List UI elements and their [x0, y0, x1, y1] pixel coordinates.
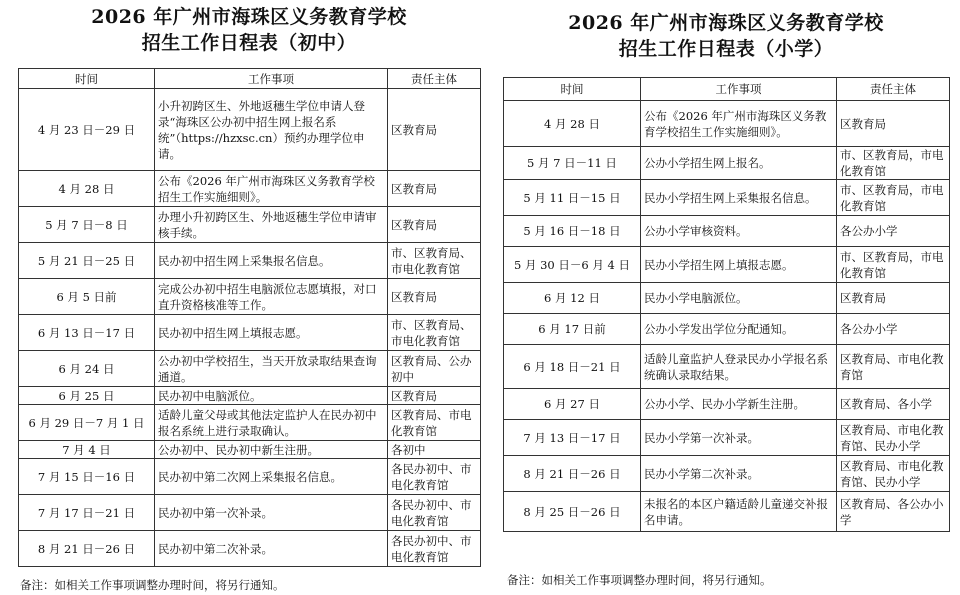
table-row: [504, 147, 950, 180]
table-row: [19, 315, 481, 351]
cell-time: 8 月 21 日－26 日: [19, 531, 155, 567]
cell-task: 公办小学审核资料。: [641, 216, 837, 247]
right-title: [503, 10, 949, 62]
table-header-row: [504, 78, 950, 101]
table-row: [19, 495, 481, 531]
cell-time: 7 月 17 日－21 日: [19, 495, 155, 531]
table-row: [504, 180, 950, 216]
cell-time: 6 月 18 日－21 日: [504, 345, 641, 389]
cell-responsible: 各民办初中、市电化教育馆: [388, 495, 481, 531]
cell-task: 民办初中第二次网上采集报名信息。: [155, 459, 388, 495]
header-responsible: 责任主体: [837, 78, 950, 101]
cell-time: 5 月 7 日－11 日: [504, 147, 641, 180]
cell-task: 公办小学发出学位分配通知。: [641, 314, 837, 345]
cell-time: 5 月 11 日－15 日: [504, 180, 641, 216]
cell-time: 5 月 21 日－25 日: [19, 243, 155, 279]
table-row: [504, 345, 950, 389]
cell-responsible: 各民办初中、市电化教育馆: [388, 531, 481, 567]
table-row: [19, 171, 481, 207]
table-row: [19, 387, 481, 405]
cell-time: 6 月 25 日: [19, 387, 155, 405]
table-row: [19, 207, 481, 243]
cell-task: 未报名的本区户籍适龄儿童递交补报名申请。: [641, 492, 837, 532]
cell-task: 公布《2026 年广州市海珠区义务教育学校招生工作实施细则》。: [155, 171, 388, 207]
left-title-line1: 2026 年广州市海珠区义务教育学校: [91, 6, 407, 28]
cell-time: 6 月 12 日: [504, 283, 641, 314]
right-title-line2: 招生工作日程表（小学）: [618, 38, 834, 60]
cell-task: 小升初跨区生、外地返穗生学位申请人登录“海珠区公办初中招生网上报名系统”（https://hzxsc.cn）预约办理学位申请。: [155, 89, 388, 171]
cell-task: 民办初中第二次补录。: [155, 531, 388, 567]
cell-time: 7 月 13 日－17 日: [504, 420, 641, 456]
table-row: [504, 456, 950, 492]
header-time: 时间: [19, 69, 155, 89]
cell-responsible: 区教育局: [837, 283, 950, 314]
cell-time: 4 月 28 日: [504, 101, 641, 147]
cell-time: 6 月 13 日－17 日: [19, 315, 155, 351]
cell-responsible: 市、区教育局，市电化教育馆: [837, 147, 950, 180]
table-row: [504, 216, 950, 247]
cell-responsible: 区教育局、各公办小学: [837, 492, 950, 532]
cell-time: 8 月 25 日－26 日: [504, 492, 641, 532]
table-row: [19, 351, 481, 387]
header-task: 工作事项: [641, 78, 837, 101]
cell-task: 完成公办初中招生电脑派位志愿填报，对口直升资格核准等工作。: [155, 279, 388, 315]
right-note: 备注：如相关工作事项调整办理时间，将另行通知。: [507, 573, 772, 587]
table-row: [504, 283, 950, 314]
header-task: 工作事项: [155, 69, 388, 89]
cell-task: 民办初中电脑派位。: [155, 387, 388, 405]
cell-time: 6 月 17 日前: [504, 314, 641, 345]
cell-responsible: 区教育局: [388, 207, 481, 243]
left-title: [18, 4, 480, 56]
cell-responsible: 市、区教育局、市电化教育馆: [388, 315, 481, 351]
table-row: [19, 531, 481, 567]
cell-responsible: 区教育局: [837, 101, 950, 147]
cell-task: 民办小学第二次补录。: [641, 456, 837, 492]
table-row: [504, 492, 950, 532]
cell-task: 民办小学电脑派位。: [641, 283, 837, 314]
cell-responsible: 区教育局、各小学: [837, 389, 950, 420]
table-row: [19, 279, 481, 315]
table-row: [504, 314, 950, 345]
table-header-row: [19, 69, 481, 89]
table-row: [19, 441, 481, 459]
cell-task: 适龄儿童父母或其他法定监护人在民办初中报名系统上进行录取确认。: [155, 405, 388, 441]
table-row: [504, 389, 950, 420]
cell-task: 公办小学、民办小学新生注册。: [641, 389, 837, 420]
cell-task: 公办初中、民办初中新生注册。: [155, 441, 388, 459]
cell-responsible: 各初中: [388, 441, 481, 459]
cell-time: 4 月 28 日: [19, 171, 155, 207]
cell-responsible: 市、区教育局、市电化教育馆: [388, 243, 481, 279]
cell-task: 民办初中招生网上采集报名信息。: [155, 243, 388, 279]
table-row: [504, 247, 950, 283]
cell-time: 5 月 30 日－6 月 4 日: [504, 247, 641, 283]
cell-task: 公办小学招生网上报名。: [641, 147, 837, 180]
cell-time: 6 月 5 日前: [19, 279, 155, 315]
cell-responsible: 区教育局、市电化教育馆: [388, 405, 481, 441]
cell-time: 4 月 23 日－29 日: [19, 89, 155, 171]
schedule-table-middle-school: [18, 68, 481, 567]
table-row: [504, 101, 950, 147]
cell-task: 民办小学招生网上采集报名信息。: [641, 180, 837, 216]
cell-time: 6 月 27 日: [504, 389, 641, 420]
cell-time: 8 月 21 日－26 日: [504, 456, 641, 492]
cell-time: 5 月 7 日－8 日: [19, 207, 155, 243]
left-note: 备注：如相关工作事项调整办理时间，将另行通知。: [20, 578, 285, 592]
left-title-line2: 招生工作日程表（初中）: [141, 32, 357, 54]
cell-time: 7 月 4 日: [19, 441, 155, 459]
cell-responsible: 区教育局: [388, 89, 481, 171]
cell-responsible: 区教育局、市电化教育馆: [837, 345, 950, 389]
right-title-line1: 2026 年广州市海珠区义务教育学校: [568, 12, 884, 34]
table-row: [19, 243, 481, 279]
cell-responsible: 市、区教育局，市电化教育馆: [837, 180, 950, 216]
cell-responsible: 各公办小学: [837, 216, 950, 247]
cell-task: 办理小升初跨区生、外地返穗生学位申请审核手续。: [155, 207, 388, 243]
cell-responsible: 区教育局、市电化教育馆、民办小学: [837, 420, 950, 456]
table-row: [504, 420, 950, 456]
cell-responsible: 各公办小学: [837, 314, 950, 345]
schedule-table-primary-school: [503, 77, 950, 532]
cell-responsible: 各民办初中、市电化教育馆: [388, 459, 481, 495]
table-row: [19, 405, 481, 441]
cell-task: 公布《2026 年广州市海珠区义务教育学校招生工作实施细则》。: [641, 101, 837, 147]
cell-responsible: 市、区教育局，市电化教育馆: [837, 247, 950, 283]
cell-time: 7 月 15 日－16 日: [19, 459, 155, 495]
cell-responsible: 区教育局: [388, 279, 481, 315]
header-responsible: 责任主体: [388, 69, 481, 89]
cell-task: 民办小学招生网上填报志愿。: [641, 247, 837, 283]
cell-task: 适龄儿童监护人登录民办小学报名系统确认录取结果。: [641, 345, 837, 389]
cell-task: 民办小学第一次补录。: [641, 420, 837, 456]
cell-responsible: 区教育局、公办初中: [388, 351, 481, 387]
cell-task: 民办初中第一次补录。: [155, 495, 388, 531]
cell-time: 6 月 29 日－7 月 1 日: [19, 405, 155, 441]
cell-time: 6 月 24 日: [19, 351, 155, 387]
cell-responsible: 区教育局: [388, 387, 481, 405]
table-row: [19, 459, 481, 495]
cell-task: 公办初中学校招生，当天开放录取结果查询通道。: [155, 351, 388, 387]
cell-responsible: 区教育局: [388, 171, 481, 207]
table-row: [19, 89, 481, 171]
cell-task: 民办初中招生网上填报志愿。: [155, 315, 388, 351]
cell-time: 5 月 16 日－18 日: [504, 216, 641, 247]
header-time: 时间: [504, 78, 641, 101]
cell-responsible: 区教育局、市电化教育馆、民办小学: [837, 456, 950, 492]
